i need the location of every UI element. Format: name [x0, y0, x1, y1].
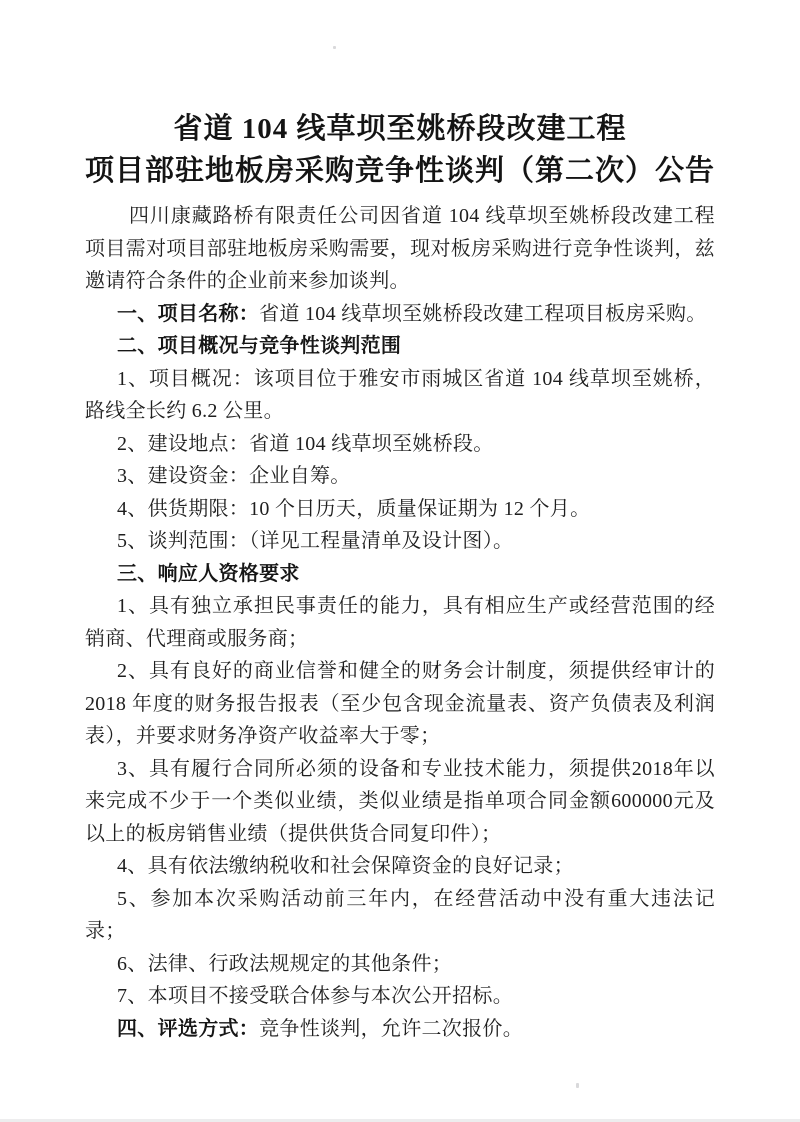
- section-3-heading: [85, 558, 715, 591]
- item-text: 6、法律、行政法规规定的其他条件；: [117, 952, 453, 975]
- section-3-item-2: [85, 655, 715, 753]
- document-body: [85, 108, 715, 1045]
- section-2-label: 二、项目概况与竞争性谈判范围: [117, 335, 402, 357]
- item-text: 7、本项目不接受联合体参与本次公开招标。: [117, 985, 513, 1007]
- section-3-item-7: [85, 980, 715, 1013]
- section-3-item-5: [85, 883, 715, 948]
- section-3-label: 三、响应人资格要求: [117, 562, 300, 585]
- section-4-text: 竞争性谈判，允许二次报价。: [259, 1017, 524, 1040]
- scan-artifact: [333, 46, 336, 49]
- item-text: 1、具有独立承担民事责任的能力，具有相应生产或经营范围的经销商、代理商或服务商；: [85, 595, 715, 650]
- section-1-text: 省道 104 线草坝至姚桥段改建工程项目板房采购。: [259, 302, 707, 325]
- section-3-item-4: [85, 850, 715, 883]
- section-2-heading: [85, 330, 715, 363]
- item-text: 2、建设地点：省道 104 线草坝至姚桥段。: [117, 432, 494, 455]
- section-3-item-6: [85, 948, 715, 981]
- section-2-item-2: [85, 428, 715, 461]
- section-1-heading: [85, 298, 715, 331]
- scan-artifact: [576, 1083, 579, 1088]
- item-text: 5、谈判范围：（详见工程量清单及设计图）。: [117, 530, 514, 552]
- section-4-heading: [85, 1013, 715, 1046]
- section-1-label: 一、项目名称：: [117, 302, 260, 325]
- item-text: 2、具有良好的商业信誉和健全的财务会计制度，须提供经审计的 2018 年度的财务报告报表（至少包含现金流量表、资产负债表及利润表），并要求财务净资产收益率大于零；: [85, 660, 715, 747]
- document-title-line-2: 项目部驻地板房采购竞争性谈判（第二次）公告: [85, 155, 716, 187]
- item-text: 4、具有依法缴纳税收和社会保障资金的良好记录；: [117, 855, 574, 877]
- section-2-item-1: [85, 363, 715, 428]
- item-text: 1、项目概况：该项目位于雅安市雨城区省道 104 线草坝至姚桥，路线全长约 6.2 公里。: [85, 367, 715, 422]
- document-title-line-1: 省道 104 线草坝至姚桥段改建工程: [173, 113, 627, 145]
- item-text: 3、具有履行合同所必须的设备和专业技术能力，须提供2018年以来完成不少于一个类似业绩，类似业绩是指单项合同金额600000元及以上的板房销售业绩（提供供货合同复印件）；: [85, 757, 715, 845]
- item-text: 4、供货期限：10 个日历天，质量保证期为 12 个月。: [117, 497, 591, 520]
- section-3-item-1: [85, 590, 715, 655]
- section-4-label: 四、评选方式：: [117, 1017, 260, 1040]
- section-2-item-3: [85, 460, 715, 493]
- section-2-item-5: [85, 525, 715, 558]
- item-text: 5、参加本次采购活动前三年内，在经营活动中没有重大违法记录；: [85, 887, 715, 942]
- section-2-item-4: [85, 493, 715, 526]
- section-3-item-3: [85, 753, 715, 851]
- item-text: 3、建设资金：企业自筹。: [117, 465, 351, 487]
- intro-paragraph: 四川康藏路桥有限责任公司因省道 104 线草坝至姚桥段改建工程项目需对项目部驻地板房采购需要，现对板房采购进行竞争性谈判，兹邀请符合条件的企业前来参加谈判。: [85, 205, 715, 292]
